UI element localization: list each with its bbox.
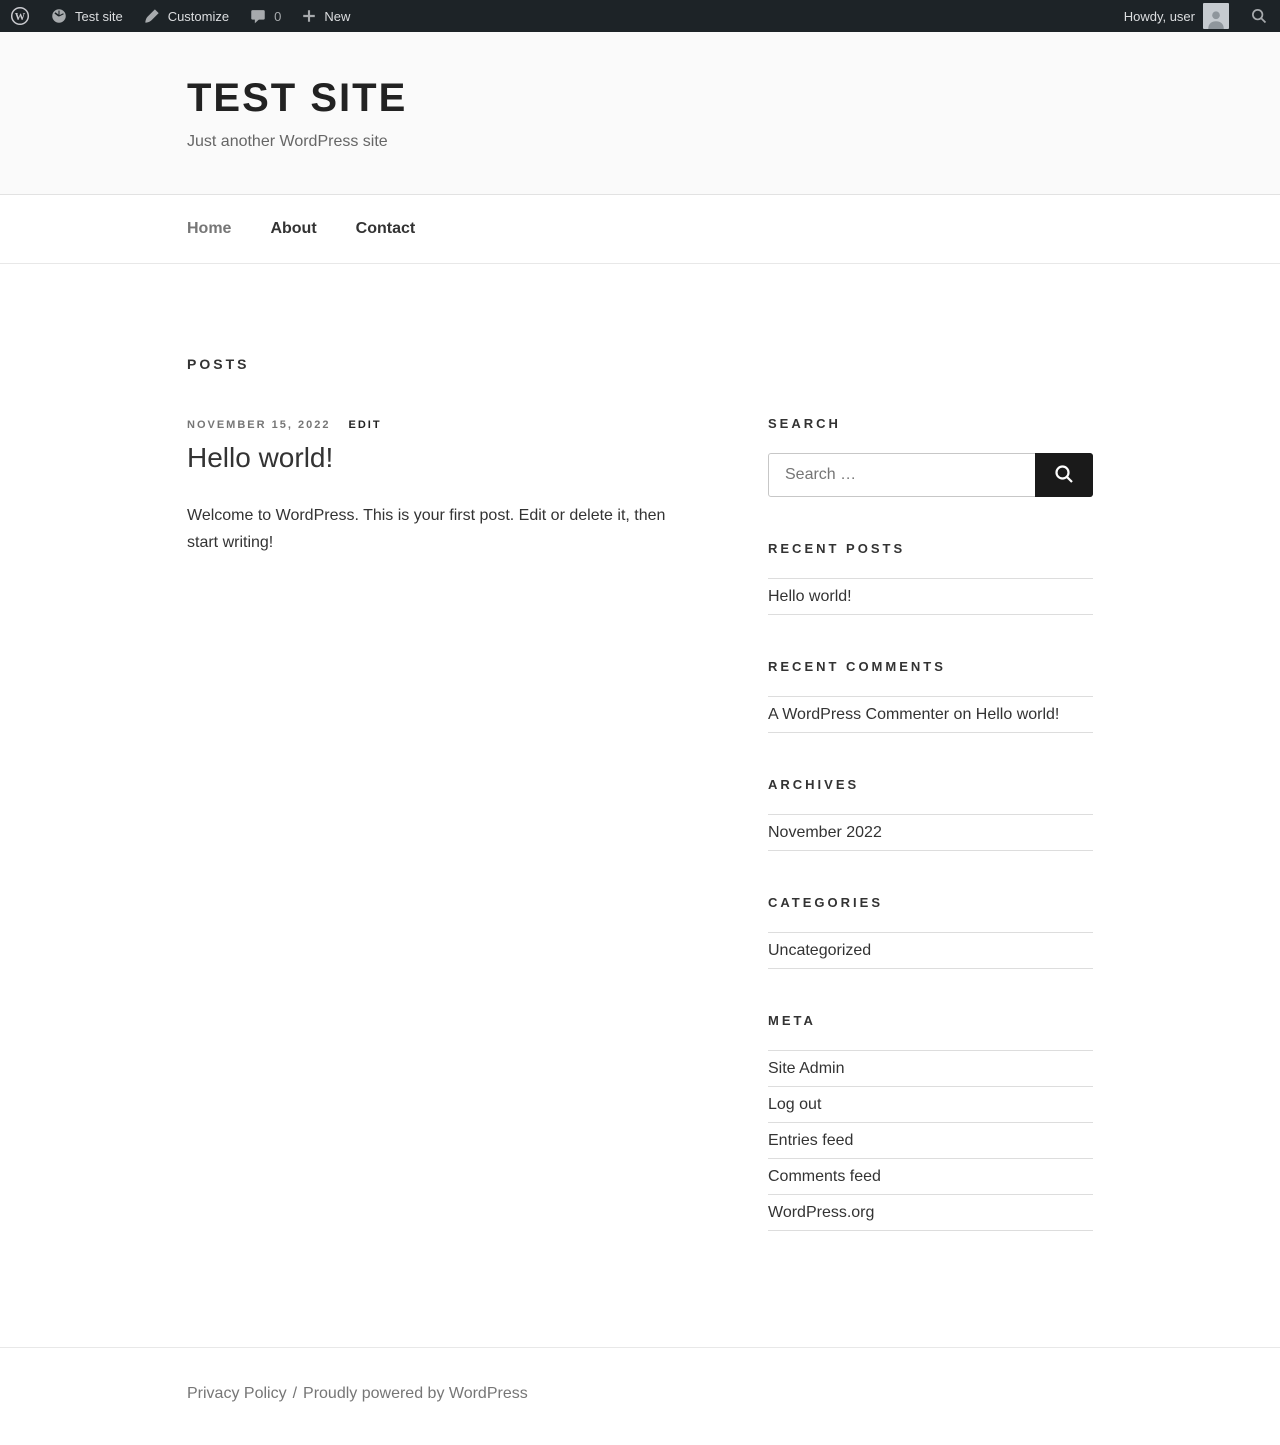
main-navigation <box>0 195 1280 264</box>
plus-icon <box>301 8 317 24</box>
meta-wordpress-org-link[interactable]: WordPress.org <box>768 1204 875 1221</box>
nav-item-contact[interactable]: Contact <box>355 220 416 237</box>
meta-title: META <box>768 1013 816 1028</box>
footer-text <box>187 1385 1093 1403</box>
recent-post-link[interactable]: Hello world! <box>768 588 852 605</box>
admin-bar-new[interactable] <box>291 0 360 32</box>
comment-connector: on <box>949 706 976 723</box>
list-item <box>768 1159 1093 1195</box>
recent-posts-title: RECENT POSTS <box>768 541 906 556</box>
archives-list <box>768 814 1093 851</box>
post-title-link[interactable]: Hello world! <box>187 442 334 473</box>
recent-comments-widget <box>768 659 1093 733</box>
recent-posts-widget <box>768 541 1093 615</box>
meta-log-out-link[interactable]: Log out <box>768 1096 822 1113</box>
list-item <box>768 697 1093 733</box>
list-item <box>768 579 1093 615</box>
archive-link[interactable]: November 2022 <box>768 824 882 841</box>
post-article <box>187 419 687 556</box>
list-item <box>768 933 1093 969</box>
admin-bar-search-icon[interactable] <box>1238 0 1280 32</box>
search-widget <box>768 416 1093 497</box>
admin-bar-customize[interactable] <box>133 0 239 32</box>
list-item <box>768 815 1093 851</box>
list-item <box>768 1051 1093 1087</box>
meta-site-admin-link[interactable]: Site Admin <box>768 1060 845 1077</box>
category-link[interactable]: Uncategorized <box>768 942 872 959</box>
admin-bar-new-label: New <box>324 8 351 24</box>
admin-bar-howdy-label: Howdy, user <box>1123 8 1195 24</box>
meta-widget <box>768 1013 1093 1231</box>
list-item <box>768 1087 1093 1123</box>
post-body: Welcome to WordPress. This is your first post. Edit or delete it, then start writing! <box>187 507 666 551</box>
list-item <box>768 1195 1093 1231</box>
site-title-link[interactable]: TEST SITE <box>187 76 408 120</box>
site-main <box>0 264 1280 1347</box>
site-footer <box>0 1347 1280 1439</box>
recent-posts-list <box>768 578 1093 615</box>
posts-column <box>187 356 687 556</box>
search-widget-title: SEARCH <box>768 416 841 431</box>
admin-bar-site-name: Test site <box>75 8 123 24</box>
categories-list <box>768 932 1093 969</box>
recent-comments-title: RECENT COMMENTS <box>768 659 946 674</box>
list-item <box>768 1123 1093 1159</box>
comment-author-link[interactable]: A WordPress Commenter <box>768 706 950 723</box>
meta-entries-feed-link[interactable]: Entries feed <box>768 1132 854 1149</box>
page-title: POSTS <box>187 356 250 372</box>
wp-admin-bar <box>0 0 1280 32</box>
site-tagline: Just another WordPress site <box>187 133 388 150</box>
nav-item-home[interactable]: Home <box>187 220 232 237</box>
post-date-link[interactable]: NOVEMBER 15, 2022 <box>187 419 331 431</box>
admin-bar-comments-count: 0 <box>274 8 282 24</box>
search-icon <box>1053 463 1075 488</box>
sidebar <box>768 416 1093 1231</box>
categories-title: CATEGORIES <box>768 895 883 910</box>
post-meta <box>187 419 687 431</box>
powered-by-link[interactable]: Proudly powered by WordPress <box>303 1385 528 1402</box>
categories-widget <box>768 895 1093 969</box>
paintbrush-icon <box>143 7 161 25</box>
search-submit-button[interactable] <box>1035 453 1093 497</box>
admin-bar-right <box>1115 0 1280 32</box>
archives-widget <box>768 777 1093 851</box>
meta-list <box>768 1050 1093 1231</box>
post-title <box>187 440 687 476</box>
privacy-policy-link[interactable]: Privacy Policy <box>187 1385 287 1402</box>
archives-title: ARCHIVES <box>768 777 860 792</box>
wordpress-logo-icon <box>10 6 30 26</box>
comment-post-link[interactable]: Hello world! <box>975 706 1060 723</box>
svg-text:W: W <box>14 12 26 23</box>
comment-bubble-icon <box>249 7 267 25</box>
admin-bar-comments[interactable] <box>239 0 291 32</box>
admin-bar-my-account[interactable] <box>1115 0 1238 32</box>
post-edit-link[interactable]: EDIT <box>348 419 382 431</box>
recent-comments-list <box>768 696 1093 733</box>
search-form <box>768 453 1093 497</box>
nav-item-about[interactable]: About <box>270 220 317 237</box>
meta-comments-feed-link[interactable]: Comments feed <box>768 1168 881 1185</box>
admin-bar-left <box>0 0 360 32</box>
dashboard-gauge-icon <box>50 7 68 25</box>
admin-bar-site-menu[interactable] <box>40 0 133 32</box>
wordpress-logo-menu[interactable] <box>0 0 40 32</box>
footer-separator: / <box>292 1385 298 1402</box>
user-avatar[interactable] <box>1203 3 1229 29</box>
site-header <box>0 32 1280 195</box>
admin-bar-customize-label: Customize <box>167 8 230 24</box>
